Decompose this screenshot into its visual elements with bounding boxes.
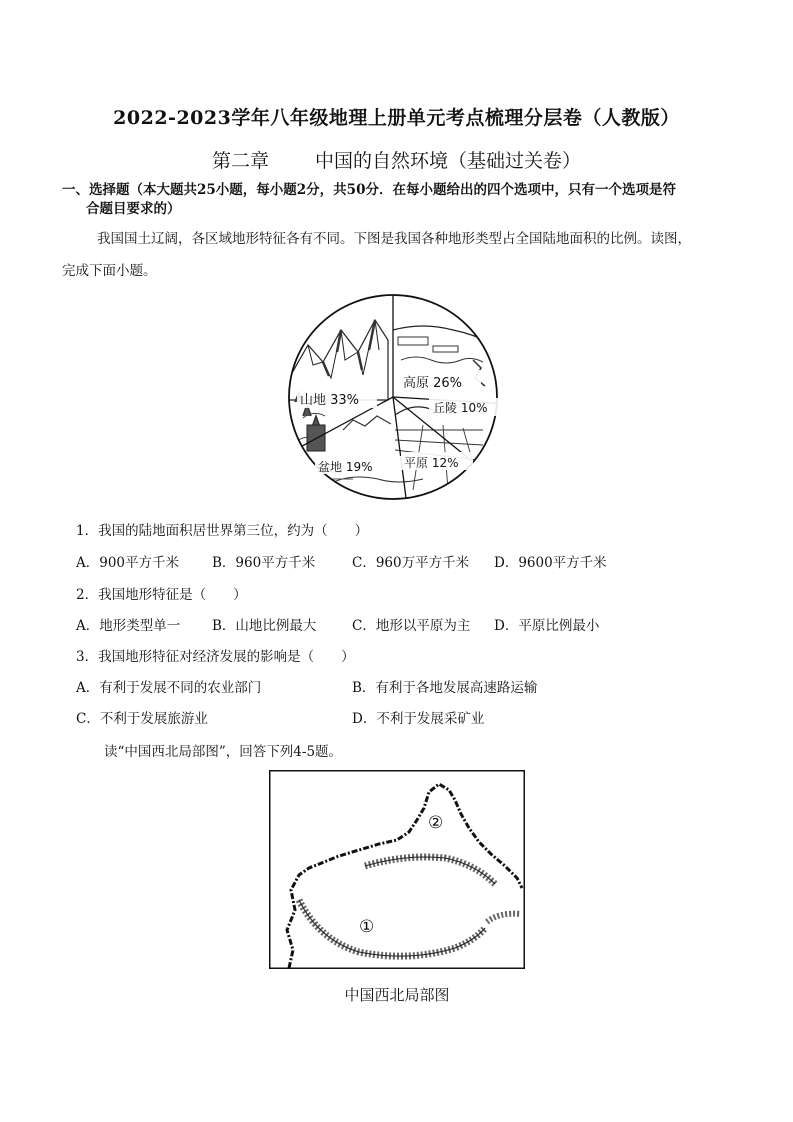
pie-label-plateau: 高原 26% — [403, 376, 463, 391]
map-caption: 中国西北局部图 — [344, 986, 450, 1004]
northwest-china-map — [269, 770, 525, 970]
section-line-2: 合题目要求的） — [86, 201, 181, 217]
pie-label-hills: 丘陵 10% — [433, 401, 488, 415]
pie-label-basin: 盆地 19% — [318, 460, 373, 474]
chapter-heading — [0, 146, 793, 173]
chapter-title: 中国的自然环境（基础过关卷） — [315, 150, 582, 172]
q3-option-c: C．不利于发展旅游业 — [76, 711, 208, 727]
landform-pie-chart — [283, 290, 503, 505]
q1-option-c: C．960万平方千米 — [352, 555, 470, 571]
q2-option-d: D．平原比例最小 — [494, 618, 600, 634]
q1-option-a: A．900平方千米 — [76, 555, 180, 571]
q2-option-c: C．地形以平原为主 — [352, 618, 471, 634]
question-2-stem: 2．我国地形特征是（ ） — [76, 587, 247, 603]
question-1-stem: 1．我国的陆地面积居世界第三位，约为（ ） — [76, 523, 369, 539]
q1-option-b: B．960平方千米 — [212, 555, 316, 571]
q1-option-d: D．9600平方千米 — [494, 555, 607, 571]
map-label-1: ① — [359, 917, 375, 937]
q3-option-a: A．有利于发展不同的农业部门 — [76, 680, 262, 696]
chapter-number: 第二章 — [211, 150, 269, 172]
section-line-1: 一、选择题（本大题共25小题，每小题2分，共50分．在每小题给出的四个选项中，只有一个选项是符 — [62, 182, 676, 198]
q3-option-d: D．不利于发展采矿业 — [352, 711, 485, 727]
pie-label-mountain: 山地 33% — [300, 393, 360, 408]
map-intro: 读“中国西北局部图”，回答下列4-5题。 — [104, 744, 343, 760]
q2-option-a: A．地形类型单一 — [76, 618, 181, 634]
q2-option-b: B．山地比例最大 — [212, 618, 317, 634]
pie-label-plain: 平原 12% — [404, 456, 459, 470]
section-instructions — [62, 181, 732, 219]
q3-option-b: B．有利于各地发展高速路运输 — [352, 680, 538, 696]
intro-line-1: 我国国土辽阔，各区域地形特征各有不同。下图是我国各种地形类型占全国陆地面积的比例。读图， — [97, 231, 691, 247]
intro-line-2: 完成下面小题。 — [62, 263, 157, 279]
question-3-stem: 3．我国地形特征对经济发展的影响是（ ） — [76, 649, 355, 665]
map-label-2: ② — [428, 813, 444, 833]
paper-title: 2022-2023学年八年级地理上册单元考点梳理分层卷（人教版） — [113, 107, 680, 129]
